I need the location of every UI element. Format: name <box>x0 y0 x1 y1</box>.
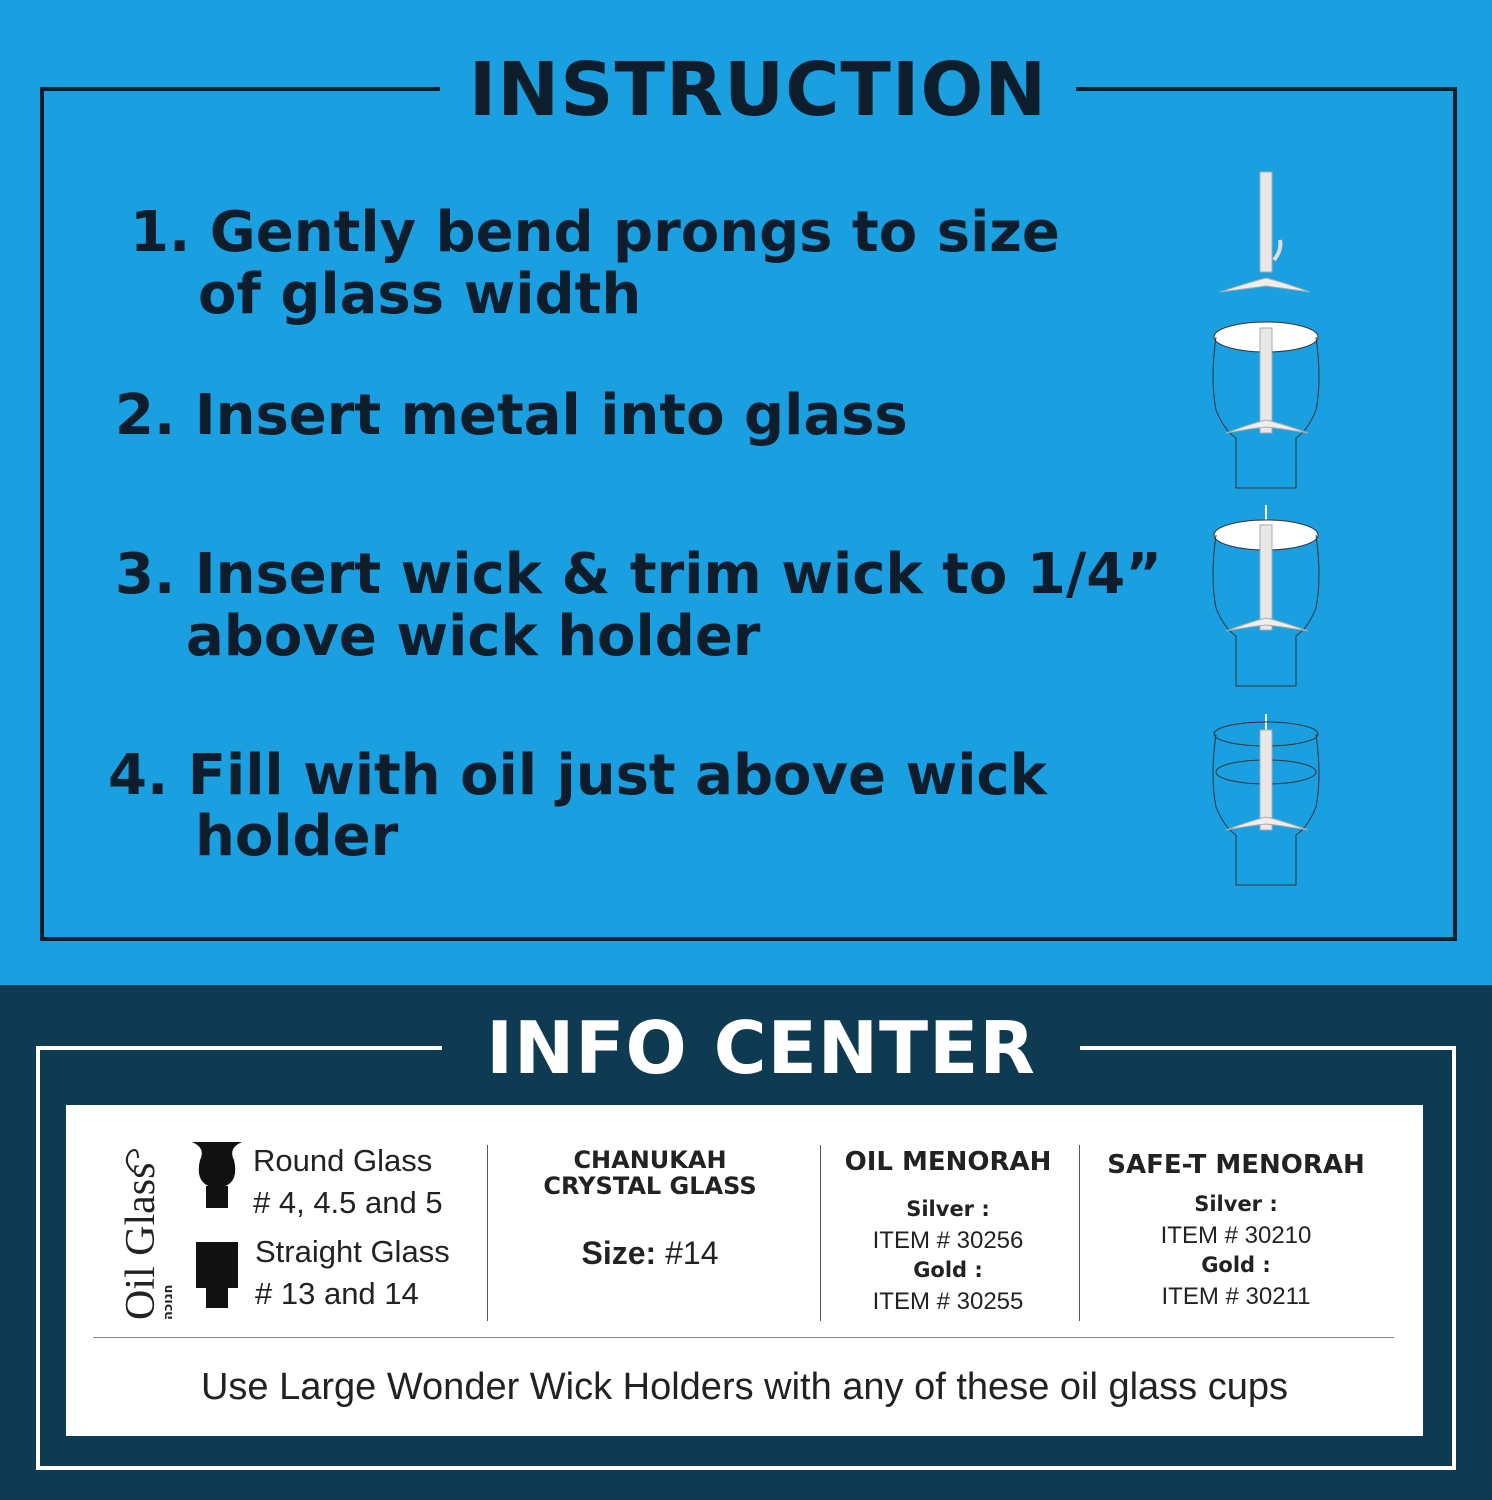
step-number: 1. <box>130 200 191 265</box>
crystal-glass-title <box>500 1147 800 1199</box>
glass-with-holder-icon <box>1208 320 1323 490</box>
safet-menorah-title: SAFE-T MENORAH <box>1107 1150 1365 1180</box>
straight-glass-icon <box>194 1240 240 1310</box>
crystal-title-line1: CHANUKAH <box>573 1146 727 1174</box>
logo-text: Oil Glass <box>118 1162 164 1320</box>
oil-menorah-silver-label: Silver : <box>906 1197 990 1221</box>
oil-menorah-title: OIL MENORAH <box>844 1147 1052 1177</box>
instruction-title: INSTRUCTION <box>440 45 1076 135</box>
step-text: Fill with oil just above wick <box>187 743 1047 808</box>
safet-menorah-silver-label: Silver : <box>1194 1192 1278 1216</box>
oil-glass-logo <box>104 1132 174 1322</box>
column-divider <box>1079 1145 1080 1321</box>
step-2 <box>115 385 908 447</box>
info-center-title: INFO CENTER <box>442 1005 1080 1091</box>
round-glass-sizes: # 4, 4.5 and 5 <box>253 1185 443 1220</box>
logo-hebrew: חנוכה <box>161 1284 176 1320</box>
step-text: Gently bend prongs to size <box>209 200 1060 265</box>
crystal-title-line2: CRYSTAL GLASS <box>543 1172 757 1200</box>
step-number: 4. <box>108 743 169 808</box>
straight-glass-sizes: # 13 and 14 <box>255 1276 419 1311</box>
step-1-continued: of glass width <box>198 262 642 327</box>
safet-menorah-gold-label: Gold : <box>1201 1253 1271 1277</box>
oil-menorah-gold-label: Gold : <box>913 1258 983 1282</box>
glass-with-wick-icon <box>1208 505 1323 690</box>
round-glass-label: Round Glass <box>253 1143 433 1178</box>
crystal-size <box>500 1235 800 1272</box>
safet-menorah-gold-item: ITEM # 30211 <box>1161 1283 1311 1310</box>
round-glass-icon <box>190 1140 244 1210</box>
crystal-size-value: #14 <box>656 1235 719 1271</box>
step-4 <box>108 745 1047 807</box>
step-number: 3. <box>115 542 176 607</box>
oil-menorah-silver-item: ITEM # 30256 <box>872 1227 1024 1254</box>
step-number: 2. <box>115 383 176 448</box>
step-text: Insert wick & trim wick to 1/4” <box>194 542 1163 607</box>
safet-menorah-silver-item: ITEM # 30210 <box>1160 1222 1312 1249</box>
step-1 <box>130 202 1060 264</box>
footer-note: Use Large Wonder Wick Holders with any of these oil glass cups <box>200 1366 1288 1408</box>
column-divider <box>487 1145 488 1321</box>
step-3 <box>115 544 1162 606</box>
oil-glass-logo-icon <box>104 1132 174 1322</box>
step-text: Insert metal into glass <box>194 383 908 448</box>
oil-menorah-gold-item: ITEM # 30255 <box>872 1288 1024 1315</box>
wick-holder-icon <box>1210 170 1320 300</box>
glass-filled-oil-icon <box>1208 712 1323 890</box>
step-3-continued: above wick holder <box>186 604 761 669</box>
crystal-size-label: Size: <box>581 1235 657 1271</box>
straight-glass-label: Straight Glass <box>255 1234 450 1269</box>
column-divider <box>820 1145 821 1321</box>
footer-divider <box>93 1337 1394 1338</box>
step-4-continued: holder <box>195 804 399 869</box>
